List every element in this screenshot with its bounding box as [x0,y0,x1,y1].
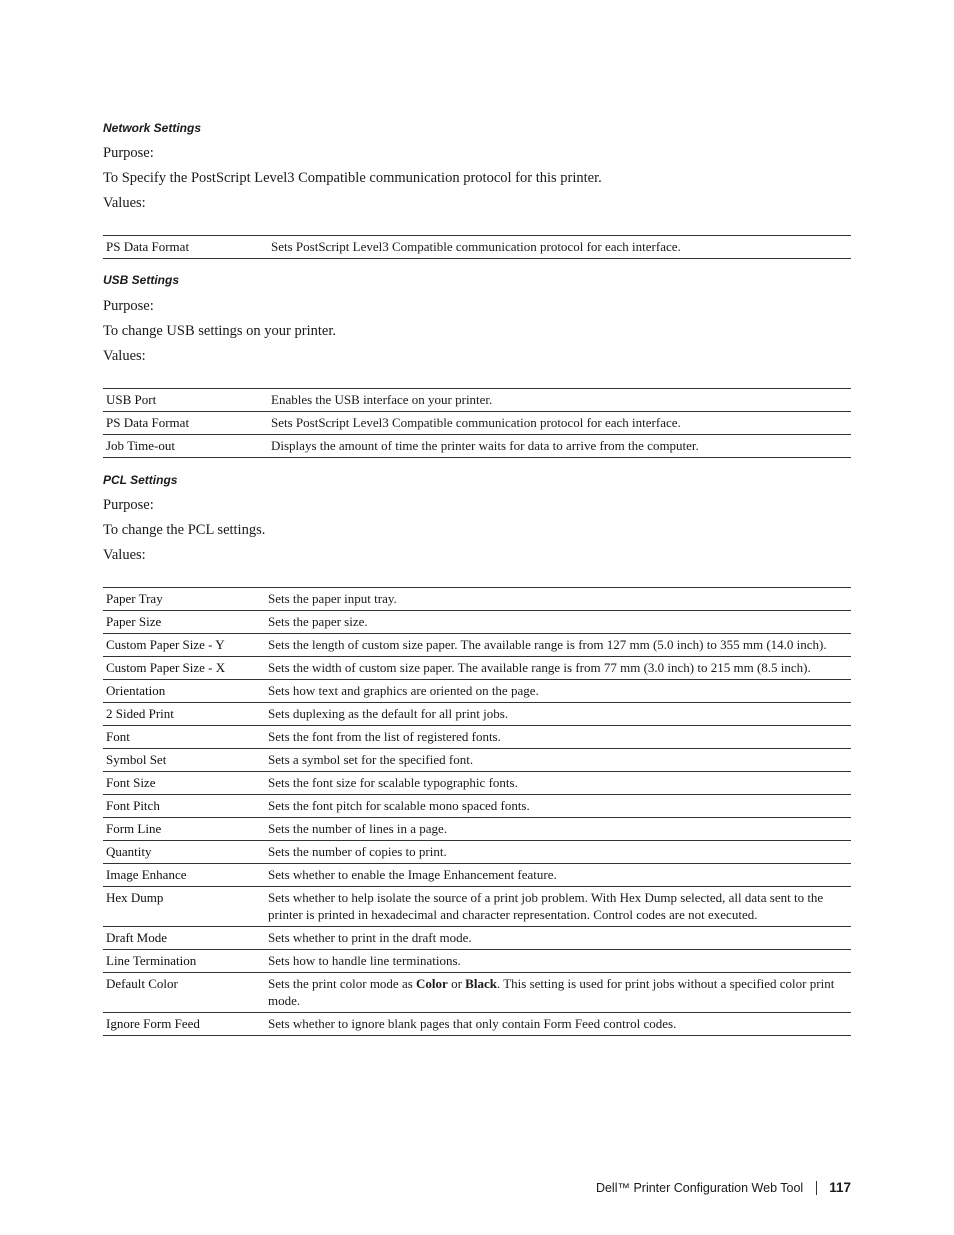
setting-name: Ignore Form Feed [103,1013,265,1036]
table-row [103,818,851,841]
table-row [103,588,851,611]
setting-description: Sets the number of copies to print. [265,841,851,864]
table-row [103,1013,851,1036]
table-row [103,864,851,887]
table-row [103,389,851,412]
setting-name: Paper Tray [103,588,265,611]
network-values-label: Values: [103,195,146,211]
network-purpose-label: Purpose: [103,145,154,161]
setting-name: Paper Size [103,611,265,634]
table-row [103,236,851,259]
page-footer [596,1180,851,1195]
setting-name: Font Pitch [103,795,265,818]
setting-description: Sets the font pitch for scalable mono spaced fonts. [265,795,851,818]
pcl-values-label: Values: [103,547,146,563]
table-row [103,657,851,680]
setting-name: Default Color [103,973,265,1013]
table-row [103,927,851,950]
setting-description: Sets duplexing as the default for all print jobs. [265,703,851,726]
page-number: 117 [829,1180,851,1195]
setting-description: Sets the length of custom size paper. The available range is from 127 mm (5.0 inch) to 355 mm (14.0 inch). [265,634,851,657]
setting-description: Sets whether to ignore blank pages that only contain Form Feed control codes. [265,1013,851,1036]
usb-purpose-label: Purpose: [103,298,154,314]
table-row [103,412,851,435]
bold-term: Black [465,976,497,991]
usb-settings-title: USB Settings [103,273,180,287]
usb-values-table [103,388,851,458]
setting-description: Sets a symbol set for the specified font. [265,749,851,772]
table-row [103,703,851,726]
setting-description: Sets how text and graphics are oriented on the page. [265,680,851,703]
setting-name: 2 Sided Print [103,703,265,726]
setting-description: Sets the paper input tray. [265,588,851,611]
setting-description [265,973,851,1013]
setting-name: PS Data Format [103,412,268,435]
table-row [103,634,851,657]
setting-name: Image Enhance [103,864,265,887]
table-row [103,435,851,458]
pcl-purpose-label: Purpose: [103,497,154,513]
pcl-values-table [103,587,851,1036]
footer-separator [816,1181,817,1195]
table-row [103,950,851,973]
setting-description: Sets whether to help isolate the source of a print job problem. With Hex Dump selected, all data sent to the printer is printed in hexadecimal and character representation. Control codes are not executed. [265,887,851,927]
description-text: or [447,976,466,991]
setting-name: Font Size [103,772,265,795]
setting-description: Enables the USB interface on your printer. [268,389,851,412]
description-text: . This setting is used for print jobs without a specified color print mode. [268,976,835,1008]
network-settings-title: Network Settings [103,121,202,135]
setting-description: Sets the font from the list of registered fonts. [265,726,851,749]
setting-name: Quantity [103,841,265,864]
usb-purpose-text: To change USB settings on your printer. [103,323,336,339]
setting-name: USB Port [103,389,268,412]
table-row [103,772,851,795]
setting-description: Sets whether to print in the draft mode. [265,927,851,950]
setting-name: Symbol Set [103,749,265,772]
setting-name: Job Time-out [103,435,268,458]
setting-description: Displays the amount of time the printer waits for data to arrive from the computer. [268,435,851,458]
usb-values-label: Values: [103,348,146,364]
setting-description: Sets how to handle line terminations. [265,950,851,973]
network-values-table [103,235,851,259]
pcl-settings-title: PCL Settings [103,473,178,487]
table-row [103,887,851,927]
setting-description: Sets PostScript Level3 Compatible communication protocol for each interface. [268,236,851,259]
setting-description: Sets the width of custom size paper. The available range is from 77 mm (3.0 inch) to 215 mm (8.5 inch). [265,657,851,680]
setting-name: Custom Paper Size - X [103,657,265,680]
table-row [103,611,851,634]
setting-description: Sets whether to enable the Image Enhancement feature. [265,864,851,887]
table-row [103,973,851,1013]
setting-name: Orientation [103,680,265,703]
setting-name: Draft Mode [103,927,265,950]
setting-description: Sets PostScript Level3 Compatible communication protocol for each interface. [268,412,851,435]
setting-description: Sets the paper size. [265,611,851,634]
network-purpose-text: To Specify the PostScript Level3 Compatible communication protocol for this printer. [103,170,602,186]
setting-name: PS Data Format [103,236,268,259]
setting-description: Sets the number of lines in a page. [265,818,851,841]
setting-name: Font [103,726,265,749]
table-row [103,680,851,703]
setting-name: Custom Paper Size - Y [103,634,265,657]
setting-name: Form Line [103,818,265,841]
pcl-purpose-text: To change the PCL settings. [103,522,266,538]
setting-name: Hex Dump [103,887,265,927]
bold-term: Color [416,976,448,991]
setting-name: Line Termination [103,950,265,973]
table-row [103,726,851,749]
table-row [103,841,851,864]
description-text: Sets the print color mode as [268,976,417,991]
footer-title: Dell™ Printer Configuration Web Tool [595,1180,804,1195]
table-row [103,795,851,818]
setting-description: Sets the font size for scalable typographic fonts. [265,772,851,795]
table-row [103,749,851,772]
